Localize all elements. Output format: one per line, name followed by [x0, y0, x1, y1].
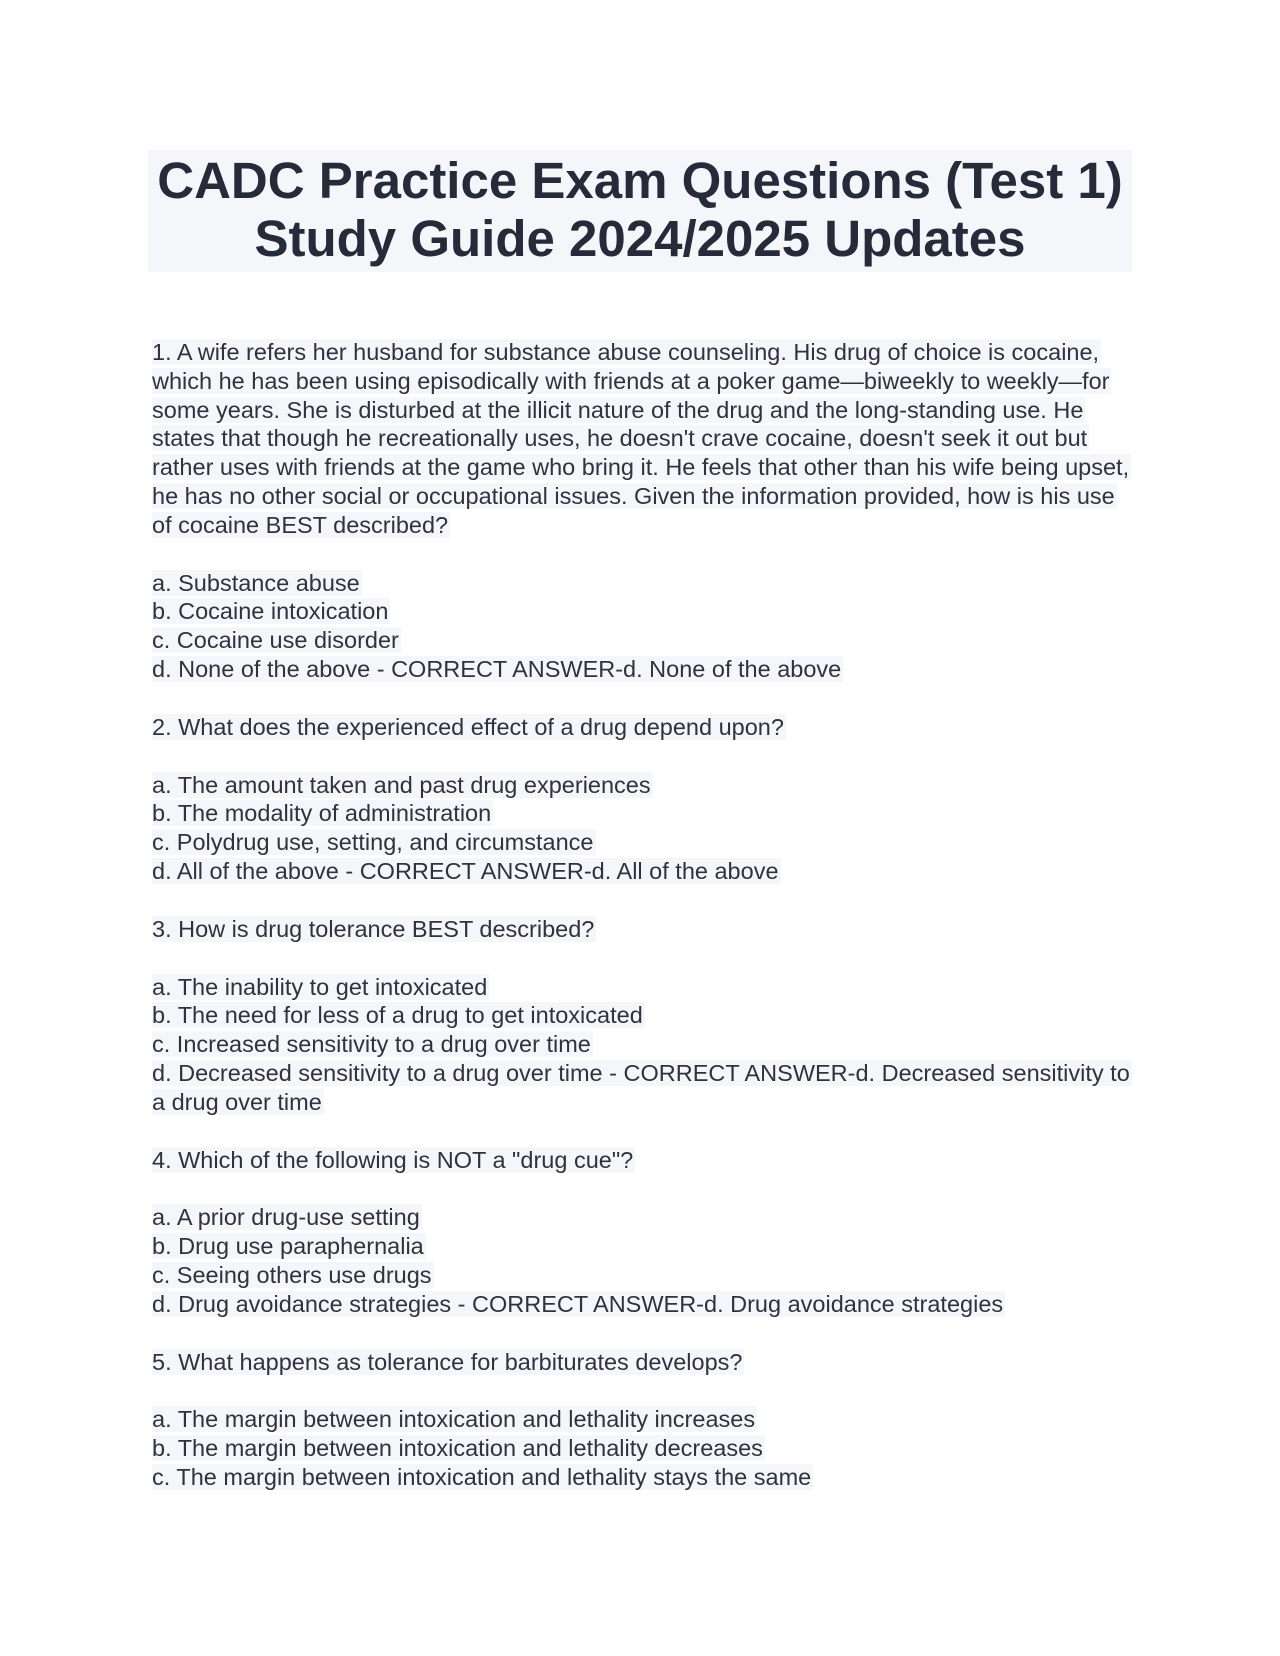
document-page — [148, 150, 1132, 1521]
question-text: 3. How is drug tolerance BEST described? — [152, 915, 595, 942]
question-2-options — [152, 771, 1132, 886]
option-b: b. Cocaine intoxication — [152, 598, 389, 625]
option-a: a. The margin between intoxication and lethality increases — [152, 1406, 756, 1433]
question-text: 2. What does the experienced effect of a drug depend upon? — [152, 713, 784, 740]
option-a: a. The amount taken and past drug experiences — [152, 771, 651, 798]
question-list — [148, 338, 1132, 1492]
question-4-prompt — [152, 1146, 1132, 1175]
option-c: c. Seeing others use drugs — [152, 1261, 432, 1288]
option-a: a. The inability to get intoxicated — [152, 973, 488, 1000]
option-a: a. A prior drug-use setting — [152, 1204, 420, 1231]
option-c: c. Polydrug use, setting, and circumstance — [152, 829, 594, 856]
question-1-prompt — [152, 338, 1132, 540]
question-5-options — [152, 1405, 1132, 1491]
title-line-1: CADC Practice Exam Questions (Test 1) — [157, 152, 1123, 209]
option-c: c. The margin between intoxication and lethality stays the same — [152, 1463, 812, 1490]
option-c: c. Increased sensitivity to a drug over time — [152, 1031, 591, 1058]
option-b: b. The modality of administration — [152, 800, 492, 827]
question-3-options — [152, 973, 1132, 1117]
option-b: b. The margin between intoxication and lethality decreases — [152, 1435, 763, 1462]
option-d-correct-answer: d. None of the above - CORRECT ANSWER-d. None of the above — [152, 655, 842, 682]
question-4-options — [152, 1203, 1132, 1318]
question-5-prompt — [152, 1348, 1132, 1377]
option-c: c. Cocaine use disorder — [152, 627, 399, 654]
question-1-options — [152, 569, 1132, 684]
question-2-prompt — [152, 713, 1132, 742]
option-d-correct-answer: d. Drug avoidance strategies - CORRECT ANSWER-d. Drug avoidance strategies — [152, 1290, 1004, 1317]
question-text: 5. What happens as tolerance for barbiturates develops? — [152, 1348, 743, 1375]
title-line-2: Study Guide 2024/2025 Updates — [254, 210, 1026, 267]
option-d-correct-answer: d. All of the above - CORRECT ANSWER-d. All of the above — [152, 857, 779, 884]
option-b: b. The need for less of a drug to get intoxicated — [152, 1002, 643, 1029]
option-b: b. Drug use paraphernalia — [152, 1233, 424, 1260]
option-a: a. Substance abuse — [152, 569, 360, 596]
question-text: 4. Which of the following is NOT a "drug cue"? — [152, 1146, 634, 1173]
document-title — [148, 150, 1132, 272]
question-text: 1. A wife refers her husband for substance abuse counseling. His drug of choice is cocaine, which he has been using episodically with friends at a poker game—biweekly to weekly—for some years. She is disturbed at the illicit nature of the drug and the long-standing use. He states that though he recreationally uses, he doesn't crave cocaine, doesn't seek it out but rather uses with friends at the game who bring it. He feels that other than his wife being upset, he has no other social or occupational issues. Given the information provided, how is his use of cocaine BEST described? — [152, 339, 1130, 538]
question-3-prompt — [152, 915, 1132, 944]
option-d-correct-answer: d. Decreased sensitivity to a drug over time - CORRECT ANSWER-d. Decreased sensitivity to a drug over time — [152, 1059, 1130, 1115]
